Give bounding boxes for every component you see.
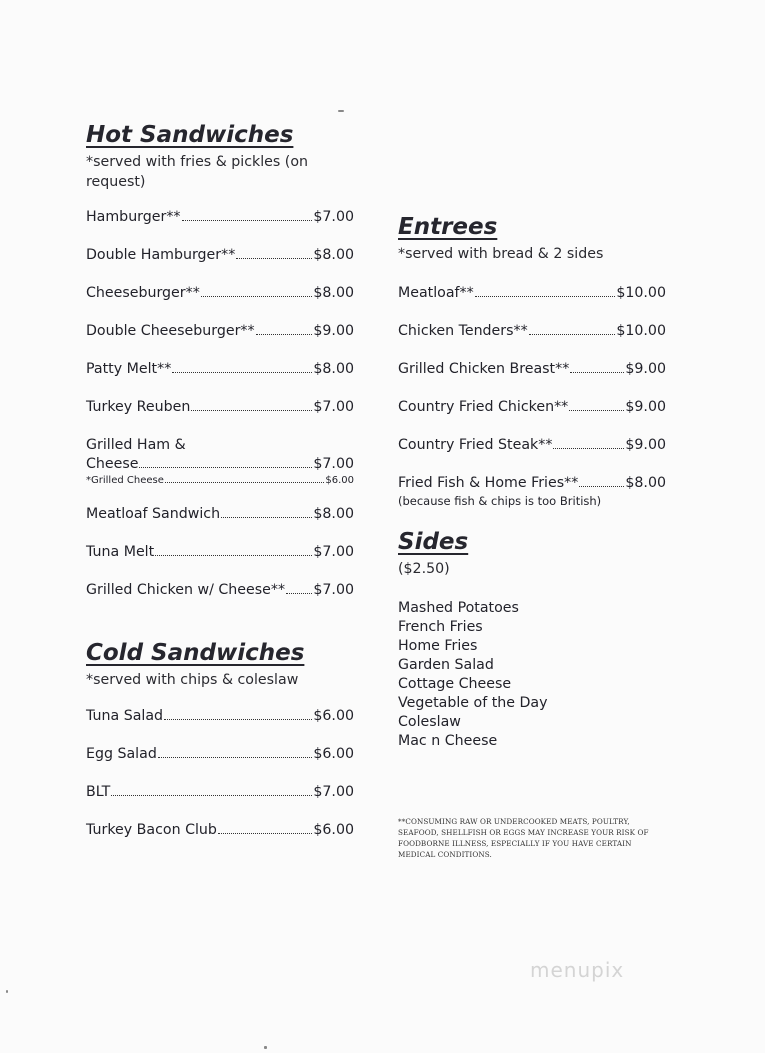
menu-item bbox=[86, 745, 354, 764]
item-name: Patty Melt** bbox=[86, 361, 172, 377]
item-price: $7.00 bbox=[313, 784, 354, 800]
menu-item bbox=[86, 360, 354, 379]
side-item: Mashed Potatoes bbox=[398, 600, 519, 616]
item-name: Tuna Melt bbox=[86, 544, 155, 560]
item-name-line1: Grilled Ham & bbox=[86, 437, 186, 453]
item-price: $8.00 bbox=[313, 285, 354, 301]
item-price: $7.00 bbox=[313, 209, 354, 225]
menu-item bbox=[398, 398, 666, 417]
side-item: Cottage Cheese bbox=[398, 676, 512, 692]
item-name: Cheese bbox=[86, 456, 139, 472]
entrees-note: *served with bread & 2 sides bbox=[398, 246, 604, 262]
item-name: Grilled Chicken Breast** bbox=[398, 361, 570, 377]
side-item: Home Fries bbox=[398, 638, 478, 654]
item-name: Country Fried Steak** bbox=[398, 437, 553, 453]
item-price: $9.00 bbox=[625, 399, 666, 415]
menu-item bbox=[86, 707, 354, 726]
item-price: $10.00 bbox=[616, 323, 666, 339]
item-price: $8.00 bbox=[625, 475, 666, 491]
item-price: $8.00 bbox=[313, 506, 354, 522]
menu-item bbox=[86, 455, 354, 474]
cold-sandwiches-note: *served with chips & coleslaw bbox=[86, 672, 299, 688]
side-item: Garden Salad bbox=[398, 657, 494, 673]
scan-speck bbox=[6, 990, 8, 993]
item-name: Egg Salad bbox=[86, 746, 157, 762]
item-name: Turkey Bacon Club bbox=[86, 822, 217, 838]
sub-item-price: $6.00 bbox=[325, 475, 354, 486]
item-price: $9.00 bbox=[625, 437, 666, 453]
hot-sandwiches-list bbox=[86, 208, 354, 600]
menu-item bbox=[86, 543, 354, 562]
item-name: Tuna Salad bbox=[86, 708, 164, 724]
item-name: Turkey Reuben bbox=[86, 399, 191, 415]
item-name: Country Fried Chicken** bbox=[398, 399, 569, 415]
hot-sandwiches-heading: Hot Sandwiches bbox=[86, 122, 294, 148]
menu-item bbox=[86, 505, 354, 524]
item-name: Fried Fish & Home Fries** bbox=[398, 475, 579, 491]
item-price: $7.00 bbox=[313, 582, 354, 598]
item-name: Double Hamburger** bbox=[86, 247, 236, 263]
item-name: BLT bbox=[86, 784, 111, 800]
item-name: Meatloaf Sandwich bbox=[86, 506, 221, 522]
side-item: French Fries bbox=[398, 619, 483, 635]
menu-item bbox=[398, 360, 666, 379]
menu-item bbox=[398, 436, 666, 455]
menu-item bbox=[86, 581, 354, 600]
hot-sandwiches-note: *served with fries & pickles (on request) bbox=[86, 154, 309, 190]
cold-sandwiches-list bbox=[86, 707, 354, 840]
item-price: $6.00 bbox=[313, 746, 354, 762]
item-name: Grilled Chicken w/ Cheese** bbox=[86, 582, 286, 598]
menu-item bbox=[398, 284, 666, 303]
sub-item bbox=[86, 474, 354, 488]
item-name: Cheeseburger** bbox=[86, 285, 200, 301]
item-tagline: (because fish & chips is too British) bbox=[398, 494, 602, 508]
side-item: Vegetable of the Day bbox=[398, 695, 548, 711]
item-price: $9.00 bbox=[313, 323, 354, 339]
item-name: Chicken Tenders** bbox=[398, 323, 528, 339]
menu-item bbox=[86, 284, 354, 303]
item-price: $10.00 bbox=[616, 285, 666, 301]
menu-item bbox=[86, 322, 354, 341]
sides-heading: Sides bbox=[398, 529, 469, 555]
item-price: $7.00 bbox=[313, 456, 354, 472]
fried-fish-item bbox=[398, 474, 666, 509]
item-price: $7.00 bbox=[313, 399, 354, 415]
sides-price-note: ($2.50) bbox=[398, 561, 450, 577]
scan-speck bbox=[264, 1046, 267, 1049]
menu-item bbox=[86, 398, 354, 417]
sides-list bbox=[398, 599, 666, 751]
menu-item bbox=[86, 208, 354, 227]
entrees-heading: Entrees bbox=[398, 214, 498, 240]
item-price: $8.00 bbox=[313, 247, 354, 263]
item-price: $6.00 bbox=[313, 822, 354, 838]
menu-item bbox=[398, 322, 666, 341]
grilled-ham-item bbox=[86, 436, 354, 488]
scan-speck bbox=[338, 110, 344, 112]
side-item: Mac n Cheese bbox=[398, 733, 498, 749]
item-price: $8.00 bbox=[313, 361, 354, 377]
right-column bbox=[398, 212, 666, 751]
left-column bbox=[86, 120, 354, 840]
menu-item bbox=[86, 246, 354, 265]
item-name: Hamburger** bbox=[86, 209, 181, 225]
food-safety-disclaimer: **CONSUMING RAW OR UNDERCOOKED MEATS, POULTRY, SEAFOOD, SHELLFISH OR EGGS MAY INCREASE YOUR RISK OF FOODBORNE ILLNESS, ESPECIALLY IF YOU HAVE CERTAIN MEDICAL CONDITIONS. bbox=[398, 817, 649, 859]
item-price: $7.00 bbox=[313, 544, 354, 560]
menu-item bbox=[86, 783, 354, 802]
menu-item bbox=[398, 474, 666, 493]
menupix-watermark: menupix bbox=[530, 958, 625, 982]
side-item: Coleslaw bbox=[398, 714, 461, 730]
item-name: Double Cheeseburger** bbox=[86, 323, 255, 339]
item-price: $9.00 bbox=[625, 361, 666, 377]
menu-item bbox=[86, 821, 354, 840]
item-name: Meatloaf** bbox=[398, 285, 474, 301]
entrees-list bbox=[398, 284, 666, 509]
item-price: $6.00 bbox=[313, 708, 354, 724]
sub-item-name: *Grilled Cheese bbox=[86, 475, 164, 486]
cold-sandwiches-heading: Cold Sandwiches bbox=[86, 640, 305, 666]
